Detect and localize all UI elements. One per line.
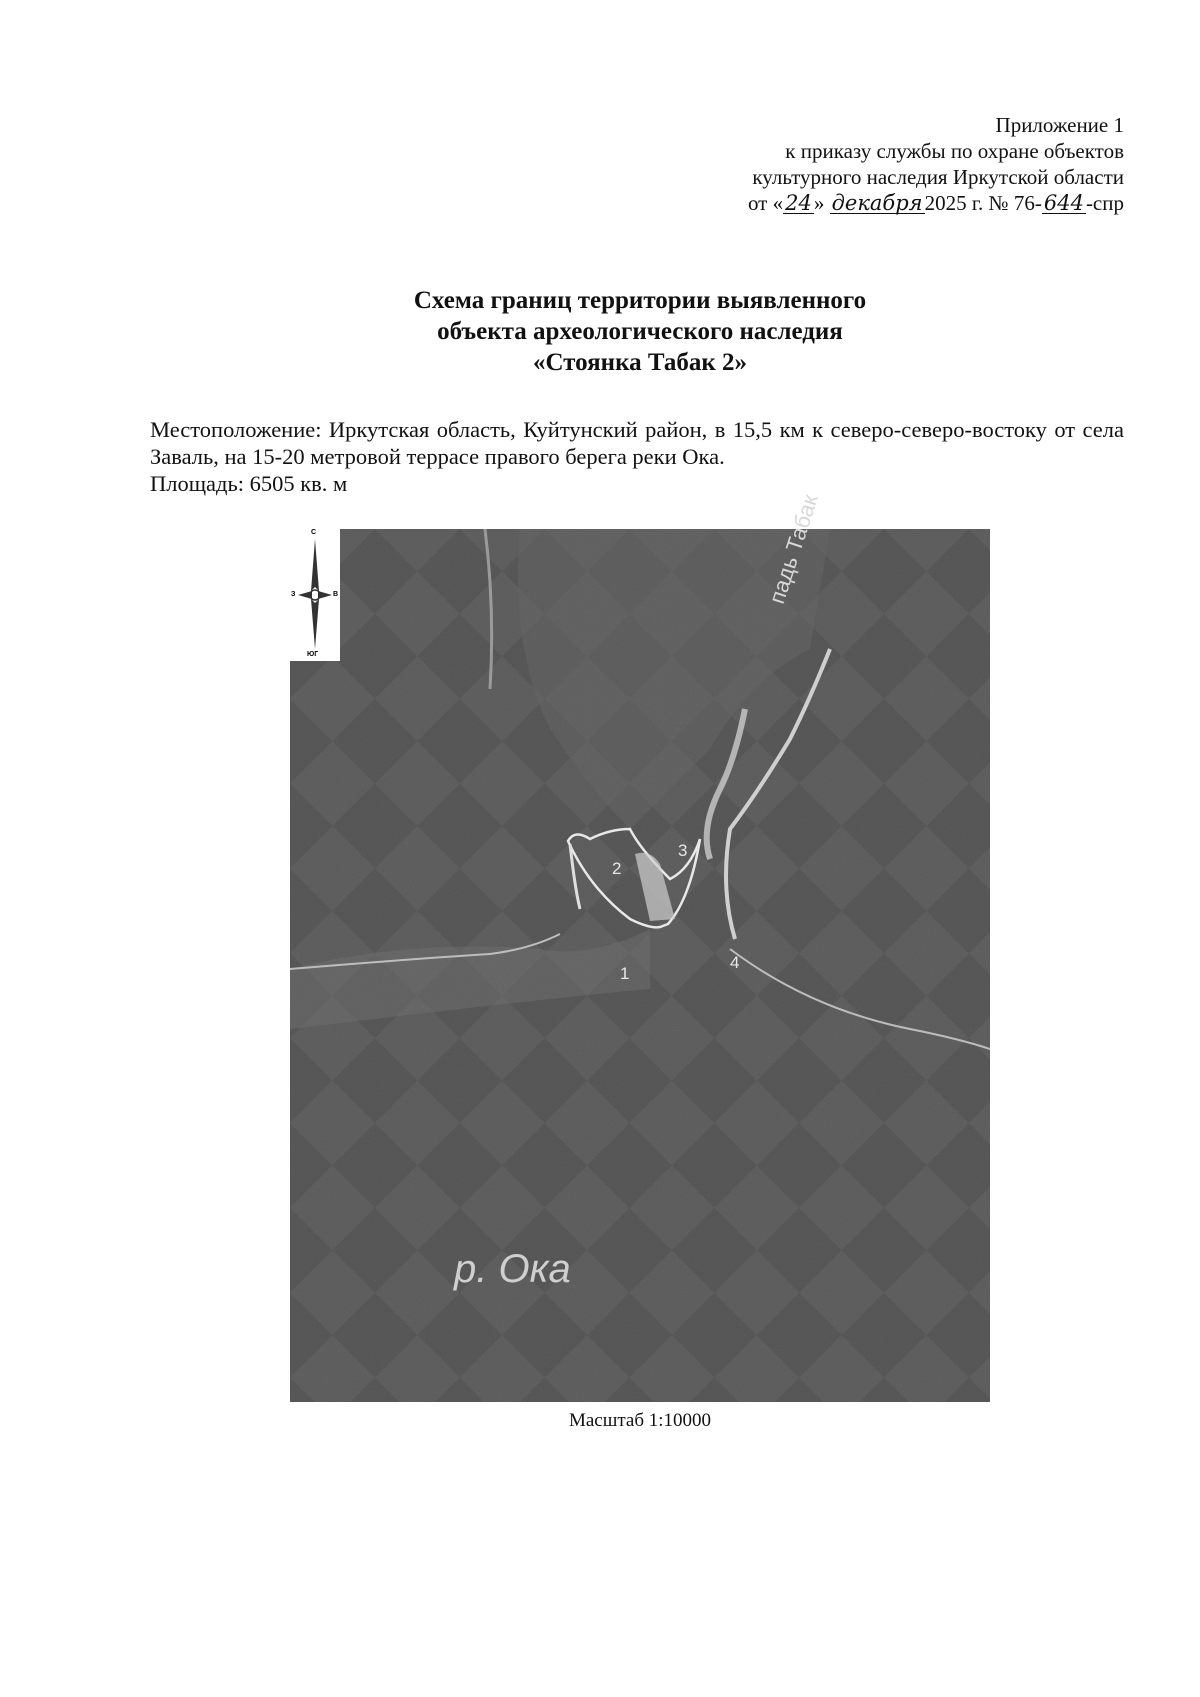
boundary-point-3: 3 (678, 841, 688, 860)
handwritten-order-number: 644 (1043, 191, 1084, 215)
title-line-1: Схема границ территории выявленного (413, 287, 867, 314)
aerial-map-image (290, 529, 990, 1402)
stream-label: падь Табак (764, 491, 823, 607)
handwritten-month: декабря (831, 191, 923, 215)
map-scale: Масштаб 1:10000 (568, 1410, 712, 1431)
appendix-label: Приложение 1 (995, 113, 1124, 137)
order-date-line (604, 190, 1124, 216)
boundary-point-2: 2 (612, 859, 622, 878)
river-label: р. Ока (454, 1247, 571, 1291)
order-suffix: -спр (1085, 191, 1124, 215)
location-text: Местоположение: Иркутская область, Куйтунский район, в 15,5 км к северо-северо-востоку от села Заваль, на 15-20 метровой террасе правого берега реки Ока. (150, 417, 1124, 469)
compass-west: З (291, 591, 296, 598)
description (150, 416, 1124, 497)
handwritten-day: 24 (785, 191, 812, 215)
area-text: Площадь: 6505 кв. м (150, 471, 348, 496)
title-line-3: «Стоянка Табак 2» (532, 349, 748, 376)
appendix-header (604, 112, 1124, 216)
date-mid: » (813, 191, 825, 215)
date-prefix: от « (747, 191, 784, 215)
compass-south: ЮГ (307, 651, 319, 658)
compass-rose (290, 529, 340, 661)
agency-line: культурного наследия Иркутской области (752, 165, 1124, 189)
date-year: 2025 г. № 76- (924, 191, 1042, 215)
title-line-2: объекта археологического наследия (437, 318, 843, 345)
site-map (290, 491, 990, 1402)
compass-north: С (311, 529, 317, 536)
order-reference-line: к приказу службы по охране объектов (785, 139, 1124, 163)
compass-east: В (333, 591, 339, 598)
boundary-point-1: 1 (620, 964, 630, 983)
document-title (0, 285, 1200, 378)
boundary-point-4: 4 (730, 953, 740, 972)
